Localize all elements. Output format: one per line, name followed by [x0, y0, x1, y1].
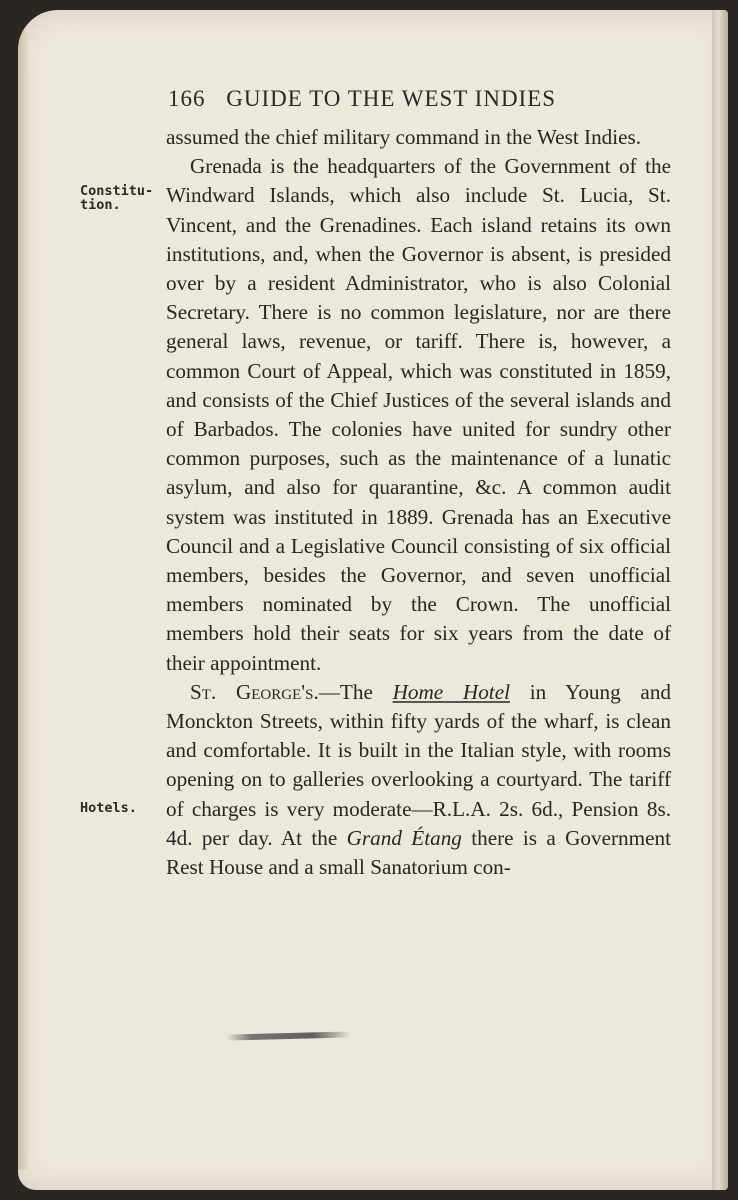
- running-header: [168, 86, 668, 112]
- sidenote-hotels: Hotels.: [80, 800, 137, 816]
- paragraph-continuation: assumed the chief military command in the West Indies.: [166, 125, 642, 149]
- running-title: GUIDE TO THE WEST INDIES: [226, 86, 557, 111]
- page-number: 166: [168, 86, 206, 111]
- pencil-underline-mark: [226, 1031, 351, 1040]
- page-left-edge: [18, 30, 30, 1170]
- sidenote-constitution: Constitu- tion.: [80, 183, 154, 213]
- place-name-italic: Grand Étang: [346, 825, 462, 850]
- paragraph-hotels: [166, 678, 671, 882]
- text-run: in Young and Monckton Streets, within fifty yards of the wharf, is clean and comfortable. It is built in the Italian style, with rooms opening on to galleries overlooking a courtyard. The tariff of charges is very moderate—R.L.A. 2s. 6d., Pension 8s. 4d. per day. At the: [166, 679, 672, 850]
- paragraph-constitution: Grenada is the headquarters of the Government of the Windward Islands, which also include St. Lucia, St. Vincent, and the Grenadines. Each island retains its own institutions, and, when the Governor is absent, is presided over by a resident Administrator, who is also Colonial Secretary. There is no common legislature, nor are there general laws, revenue, or tariff. There is, however, a common Court of Appeal, which was constituted in 1859, and consists of the Chief Justices of the several islands and of Barbados. The colonies have united for sundry other common purposes, such as the maintenance of a lunatic asylum, and also for quarantine, &c. A common audit system was instituted in 1889. Grenada has an Executive Council and a Legislative Council consisting of six official members, besides the Governor, and seven unofficial members nominated by the Crown. The unofficial members hold their seats for six years from the date of their appointment.: [166, 154, 671, 675]
- place-name: St. George's: [190, 679, 314, 704]
- book-page: [18, 10, 728, 1190]
- body-text: [166, 123, 671, 882]
- text-run: .—The: [313, 679, 393, 704]
- text-run: there is a Government Rest House and a small Sanatorium con-: [166, 825, 672, 880]
- page-right-edge: [712, 10, 728, 1190]
- hotel-name: Home Hotel: [392, 679, 510, 704]
